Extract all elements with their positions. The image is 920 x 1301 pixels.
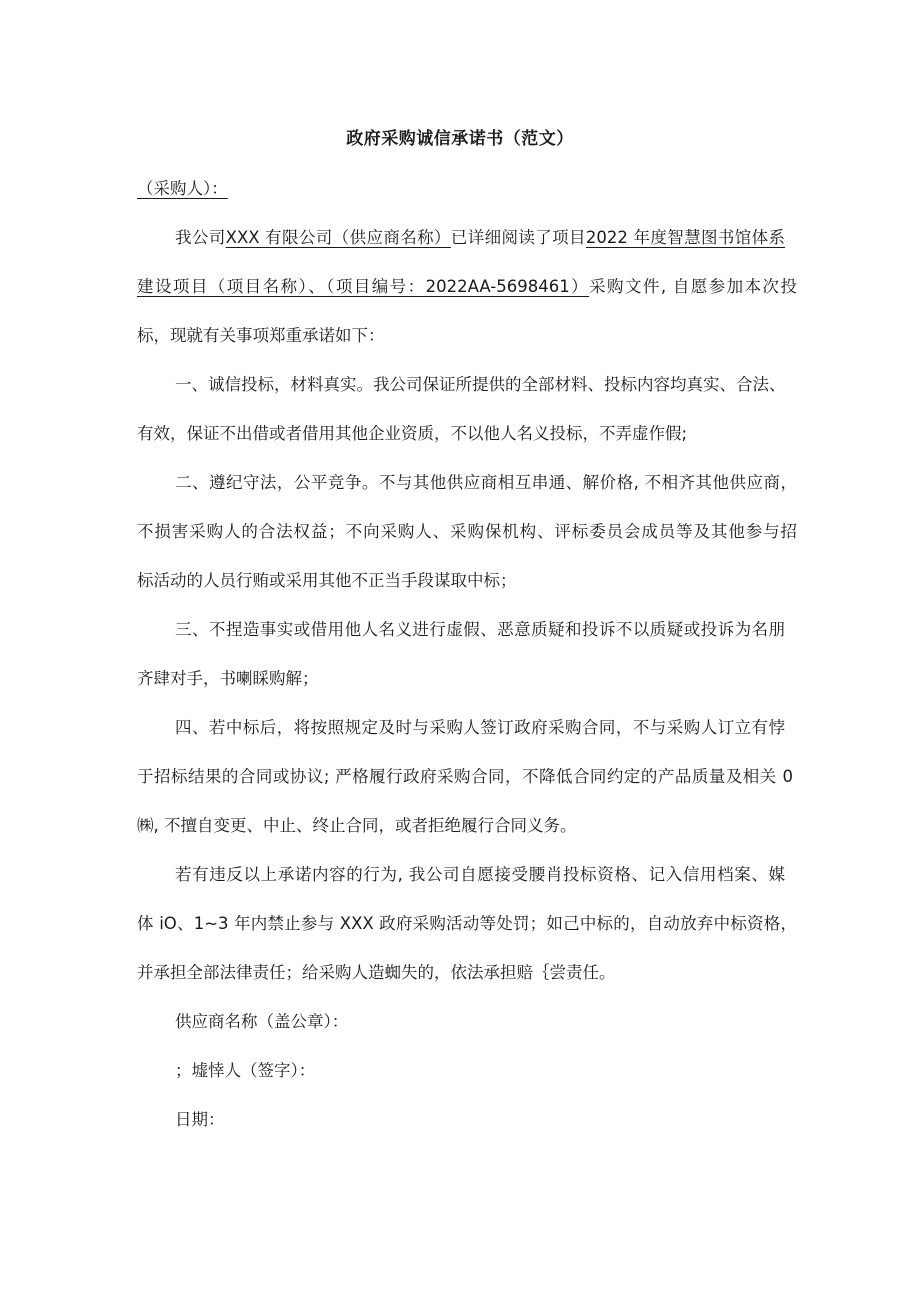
date-label: 日期：	[175, 1110, 225, 1129]
purchaser-placeholder: （采购人）：	[137, 179, 228, 198]
intro-line-1: 我公司XXX 有限公司（供应商名称）已详细阅读了项目2022 年度智慧图书馆体系	[175, 228, 786, 247]
item-3-line-2: 齐肆对手，书喇睬购解；	[137, 669, 319, 688]
breach-line-1: 若有违反以上承诺内容的行为, 我公司自愿接受腰肖投标资格、记入信用档案、媒	[175, 865, 785, 884]
item-1-line-2: 有效，保证不出借或者借用其他企业资质，不以他人名义投标，不弄虚作假;	[137, 424, 688, 443]
document-title: 政府采购诚信承诺书（范文）	[346, 129, 574, 149]
representative-signature-label: ；墟悻人（签字）：	[175, 1061, 316, 1080]
supplier-name-field: XXX 有限公司（供应商名称）	[225, 228, 451, 247]
intro-line-2: 建设项目（项目名称）、（项目编号：2022AA-5698461）采购文件, 自愿参加本次投	[137, 277, 797, 296]
salutation-line	[137, 178, 797, 200]
item-2-line-1: 二、遵纪守法，公平竞争。不与其他供应商相互串通、解价格, 不相齐其他供应商，	[175, 473, 797, 492]
breach-line-2: 体 iO、1~3 年内禁止参与 XXX 政府采购活动等处罚；如己中标的，自动放弃中标资格，	[137, 914, 797, 933]
intro-line-3: 标，现就有关事项郑重承诺如下：	[137, 326, 385, 345]
item-3-line-1: 三、不捏造事实或借用他人名义进行虚假、恶意质疑和投诉不以质疑或投诉为名朋	[175, 620, 785, 639]
item-4-line-3: ㈱, 不擅自变更、中止、终止合同，或者拒绝履行合同义务。	[137, 816, 577, 835]
supplier-seal-label: 供应商名称（盖公章）：	[175, 1012, 349, 1031]
item-2-line-3: 标活动的人员行贿或采用其他不正当手段谋取中标；	[137, 571, 517, 590]
item-4-line-1: 四、若中标后，将按照规定及时与采购人签订政府采购合同，不与采购人订立有悖	[175, 718, 785, 737]
project-name-field: 2022 年度智慧图书馆体系	[585, 228, 786, 247]
item-4-line-2: 于招标结果的合同或协议; 严格履行政府采购合同，不降低合同约定的产品质量及相关 0	[137, 767, 793, 786]
item-1-line-1: 一、诚信投标，材料真实。我公司保证所提供的全部材料、投标内容均真实、合法、	[175, 375, 786, 394]
breach-line-3: 并承担全部法律责任；给采购人造蜘失的，依法承担赔｛尝责任。	[137, 963, 616, 982]
item-2-line-2: 不损害采购人的合法权益；不向采购人、采购保机构、评标委员会成员等及其他参与招	[137, 522, 797, 541]
project-number-field: 建设项目（项目名称）、（项目编号：2022AA-5698461）	[137, 277, 590, 296]
